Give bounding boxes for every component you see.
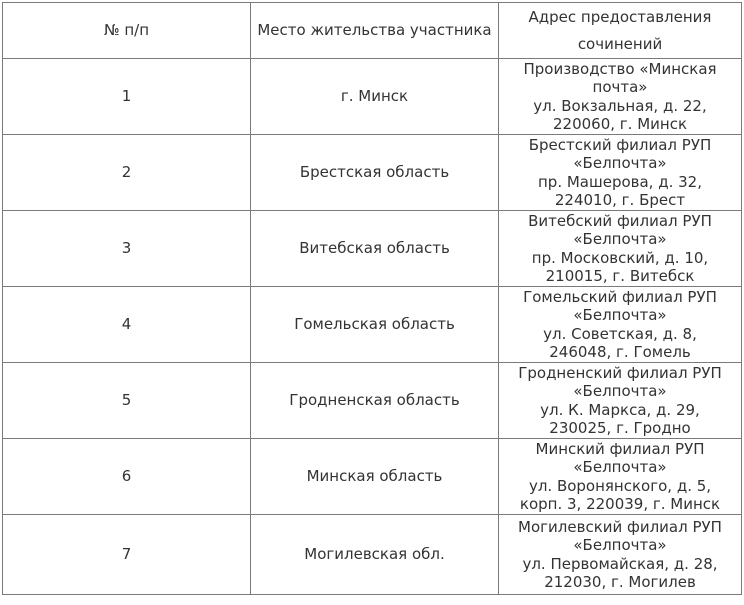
address-line: Брестский филиал РУП	[528, 135, 712, 154]
row-address	[499, 211, 742, 287]
table-row	[3, 211, 742, 287]
address-line: 246048, г. Гомель	[549, 343, 691, 361]
address-line: ул. К. Маркса, д. 29,	[540, 400, 700, 419]
header-number: № п/п	[3, 3, 251, 59]
address-line: Витебский филиал РУП	[528, 211, 712, 230]
row-residence: Гродненская область	[251, 363, 499, 439]
row-address	[499, 515, 742, 595]
address-line: пр. Московский, д. 10,	[531, 248, 709, 267]
address-line: «Белпочта»	[573, 536, 667, 554]
address-line: 224010, г. Брест	[554, 191, 686, 209]
address-line: ул. Вокзальная, д. 22,	[533, 96, 707, 115]
address-line: «Белпочта»	[573, 458, 667, 476]
address-line: «Белпочта»	[573, 306, 667, 324]
row-residence: Брестская область	[251, 135, 499, 211]
address-line: почта»	[592, 78, 648, 96]
row-address	[499, 135, 742, 211]
table-row	[3, 135, 742, 211]
address-line: 210015, г. Витебск	[545, 267, 695, 285]
address-line: «Белпочта»	[573, 382, 667, 400]
addresses-table	[2, 2, 742, 595]
address-line: 230025, г. Гродно	[549, 419, 691, 437]
address-line: «Белпочта»	[573, 230, 667, 248]
row-number: 2	[3, 135, 251, 211]
row-number: 4	[3, 287, 251, 363]
table-row	[3, 59, 742, 135]
row-number: 7	[3, 515, 251, 595]
address-line: корп. 3, 220039, г. Минск	[519, 495, 721, 513]
address-line: Минский филиал РУП	[535, 439, 705, 458]
table-row	[3, 363, 742, 439]
address-line: 212030, г. Могилев	[544, 573, 696, 591]
table-body	[3, 59, 742, 595]
header-address: Адрес предоставления сочинений	[499, 3, 742, 59]
row-residence: Витебская область	[251, 211, 499, 287]
address-line: ул. Советская, д. 8,	[543, 324, 697, 343]
header-residence: Место жительства участника	[251, 3, 499, 59]
row-address	[499, 59, 742, 135]
row-number: 5	[3, 363, 251, 439]
row-number: 6	[3, 439, 251, 515]
row-address	[499, 287, 742, 363]
row-number: 3	[3, 211, 251, 287]
row-residence: Гомельская область	[251, 287, 499, 363]
row-residence: г. Минск	[251, 59, 499, 135]
row-residence: Могилевская обл.	[251, 515, 499, 595]
row-address	[499, 439, 742, 515]
address-line: Могилевский филиал РУП	[518, 517, 722, 536]
table-row	[3, 287, 742, 363]
address-line: Гомельский филиал РУП	[523, 287, 717, 306]
address-line: Гродненский филиал РУП	[518, 363, 722, 382]
row-residence: Минская область	[251, 439, 499, 515]
table-row	[3, 515, 742, 595]
addresses-table-container	[2, 2, 742, 595]
address-line: 220060, г. Минск	[552, 115, 688, 133]
address-line: «Белпочта»	[573, 154, 667, 172]
row-address	[499, 363, 742, 439]
address-line: ул. Первомайская, д. 28,	[522, 554, 718, 573]
row-number: 1	[3, 59, 251, 135]
header-row	[3, 3, 742, 59]
address-line: Производство «Минская	[523, 59, 717, 78]
table-header	[3, 3, 742, 59]
table-row	[3, 439, 742, 515]
address-line: пр. Машерова, д. 32,	[538, 172, 702, 191]
address-line: ул. Воронянского, д. 5,	[528, 476, 712, 495]
